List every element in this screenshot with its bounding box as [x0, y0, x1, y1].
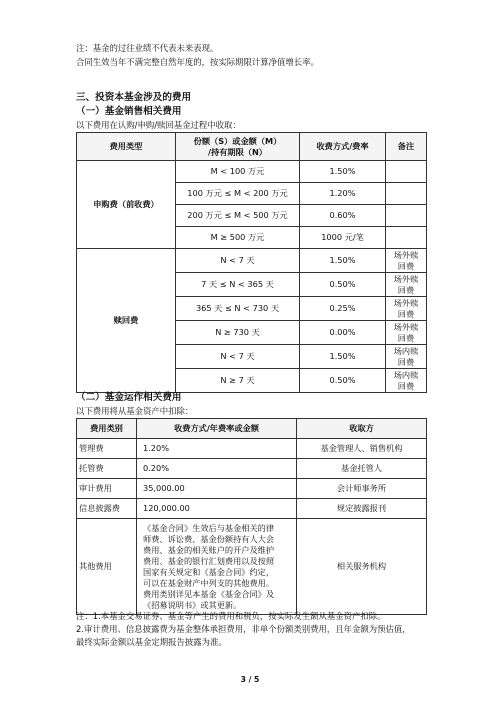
- rate-cell: 0.00%: [300, 321, 386, 345]
- rate-cell: 0.25%: [300, 297, 386, 321]
- note-cell: [386, 369, 427, 393]
- fee-method-cell: 1.20%: [137, 439, 297, 459]
- condition-cell: M ≥ 500 万元: [176, 227, 300, 249]
- fee-category-cell: 管理费: [77, 439, 137, 459]
- past-performance-note: 注：基金的过往业绩不代表未来表现。: [76, 43, 219, 53]
- payee-cell: 基金管理人、销售机构: [297, 439, 427, 459]
- description-line: 可以在基金财产中列支的其他费用。: [143, 577, 275, 588]
- redeem-fee-label: 赎回费: [77, 249, 176, 393]
- description-line: 《基金合同》生效后与基金相关的律: [143, 522, 275, 533]
- fee-note-3: 最终实际金额以基金定期报告披露为准。: [76, 637, 227, 647]
- note-line: 场内赎: [393, 345, 419, 356]
- note-line: 回费: [397, 260, 415, 271]
- note-line: 场外赎: [393, 321, 419, 332]
- description-line: 费用类别详见本基金《基金合同》及: [143, 588, 275, 599]
- fee-category-cell: 托管费: [77, 459, 137, 479]
- header-amount-line2: /持有期限（N）: [208, 146, 267, 157]
- subscribe-fee-label: 申购费（前收费）: [77, 161, 176, 249]
- growth-calculation-note: 合同生效当年不满完整自然年度的，按实际期限计算净值增长率。: [76, 57, 319, 67]
- note-cell: [386, 321, 427, 345]
- subsection-sales-desc: 以下费用在认购/申购/赎回基金过程中收取：: [76, 120, 241, 130]
- condition-cell: 365 天 ≤ N < 730 天: [176, 297, 300, 321]
- header-method: 收费方式/费率: [300, 133, 386, 161]
- subsection-ops-desc: 以下费用将从基金资产中扣除：: [76, 406, 194, 416]
- note-line: 场外赎: [393, 249, 419, 260]
- note-line: 场内赎: [393, 369, 419, 380]
- table-header-row: [77, 133, 427, 161]
- fee-category-cell: 其他费用: [77, 519, 137, 615]
- table-row: [77, 499, 427, 519]
- note-cell: [386, 161, 427, 183]
- subsection-ops-title: （二）基金运作相关费用: [76, 392, 182, 403]
- note-line: 场外赎: [393, 273, 419, 284]
- table-row: [77, 249, 427, 273]
- fee-category-cell: 信息披露费: [77, 499, 137, 519]
- fee-method-cell: 120,000.00: [137, 499, 297, 519]
- description-line: 《招募说明书》或其更新。: [143, 599, 242, 610]
- condition-cell: 100 万元 ≤ M < 200 万元: [176, 183, 300, 205]
- header-fee-category: 费用类别: [77, 419, 137, 439]
- payee-cell: 基金托管人: [297, 459, 427, 479]
- note-line: 回费: [397, 284, 415, 295]
- description-line: 费用、基金的银行汇划费用以及按照: [143, 555, 275, 566]
- description-line: 国家有关规定和《基金合同》约定，: [143, 566, 275, 577]
- table-row: [77, 479, 427, 499]
- fee-method-cell: 0.20%: [137, 459, 297, 479]
- note-cell: [386, 273, 427, 297]
- payee-cell: 会计师事务所: [297, 479, 427, 499]
- note-line: 回费: [397, 356, 415, 367]
- note-line: 回费: [397, 332, 415, 343]
- note-cell: [386, 297, 427, 321]
- condition-cell: N < 7 天: [176, 345, 300, 369]
- condition-cell: M < 100 万元: [176, 161, 300, 183]
- fee-category-cell: 审计费用: [77, 479, 137, 499]
- condition-cell: N ≥ 730 天: [176, 321, 300, 345]
- fee-note-1: 注：1.本基金交易证券、基金等产生的费用和税负，按实际发生额从基金资产扣除。: [76, 611, 386, 621]
- condition-cell: N ≥ 7 天: [176, 369, 300, 393]
- other-fee-description: [137, 519, 297, 615]
- table-row: [77, 439, 427, 459]
- header-fee-method: 收费方式/年费率或金额: [137, 419, 297, 439]
- subsection-sales-title: （一）基金销售相关费用: [76, 106, 182, 117]
- table-row: [77, 459, 427, 479]
- description-line: 师费、诉讼费、基金份额持有人大会: [143, 533, 275, 544]
- rate-cell: 0.60%: [300, 205, 386, 227]
- note-cell: [386, 249, 427, 273]
- table-header-row: [77, 419, 427, 439]
- payee-cell: 相关服务机构: [297, 519, 427, 615]
- header-note: 备注: [386, 133, 427, 161]
- header-amount-line1: 份额（S）或金额（M）: [193, 135, 282, 146]
- rate-cell: 0.50%: [300, 273, 386, 297]
- note-cell: [386, 205, 427, 227]
- page-number: 3 / 5: [240, 675, 260, 684]
- fee-method-cell: 35,000.00: [137, 479, 297, 499]
- payee-cell: 规定披露报刊: [297, 499, 427, 519]
- sales-fee-table: [76, 132, 427, 393]
- rate-cell: 1.50%: [300, 161, 386, 183]
- description-line: 费用、基金的相关账户的开户及维护: [143, 544, 275, 555]
- header-payee: 收取方: [297, 419, 427, 439]
- rate-cell: 1.50%: [300, 345, 386, 369]
- note-line: 场外赎: [393, 297, 419, 308]
- table-row: [77, 519, 427, 615]
- condition-cell: 7 天 ≤ N < 365 天: [176, 273, 300, 297]
- operation-fee-table: [76, 418, 427, 615]
- note-line: 回费: [397, 308, 415, 319]
- header-fee-type: 费用类型: [77, 133, 176, 161]
- rate-cell: 1000 元/笔: [300, 227, 386, 249]
- condition-cell: N < 7 天: [176, 249, 300, 273]
- note-cell: [386, 345, 427, 369]
- rate-cell: 1.20%: [300, 183, 386, 205]
- fee-note-2: 2.审计费用、信息披露费为基金整体承担费用，非单个份额类别费用，且年金额为预估值，: [76, 624, 411, 634]
- note-cell: [386, 183, 427, 205]
- note-cell: [386, 227, 427, 249]
- table-row: [77, 161, 427, 183]
- condition-cell: 200 万元 ≤ M < 500 万元: [176, 205, 300, 227]
- header-amount: [176, 133, 300, 161]
- section-title: 三、投资本基金涉及的费用: [76, 92, 192, 103]
- note-line: 回费: [397, 380, 415, 391]
- rate-cell: 1.50%: [300, 249, 386, 273]
- rate-cell: 0.50%: [300, 369, 386, 393]
